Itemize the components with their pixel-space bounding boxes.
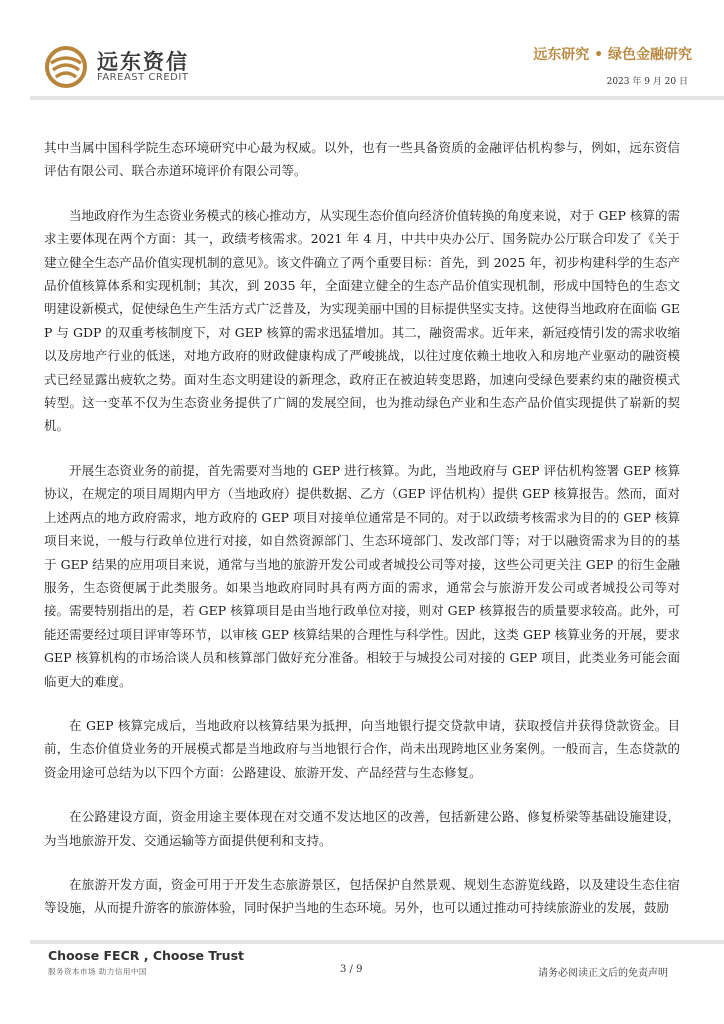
body-paragraph: 在公路建设方面，资金用途主要体现在对交通不发达地区的改善，包括新建公路、修复桥梁等基础设施建设，为当地旅游开发、交通运输等方面提供便利和支持。 [44,809,680,848]
footer-slogan-chinese: 服务资本市场 助力信用中国 [48,967,147,976]
series-title: 远东研究 • 绿色金融研究 [533,47,692,63]
company-logo [42,44,212,88]
report-date: 2023 年 9 月 20 日 [606,77,688,87]
page-number: 3 / 9 [340,964,363,975]
report-body [44,136,680,941]
body-paragraph: 当地政府作为生态资业务模式的核心推动方，从实现生态价值向经济价值转换的角度来说，对于 GEP 核算的需求主要体现在两个方面：其一，政绩考核需求。2021 年 4 月，中共中央办公厅、国务院办公厅联合印发了《关于建立健全生态产品价值实现机制的意见》。该文件确立了两个重要目标：首先，到 2025 年，初步构建科学的生态产品价值核算体系和实现机制；其次，到 2035 年，全面建立健全的生态产品价值实现机制，形成中国特色的生态文明建设新模式，促使绿色生产生活方式广泛普及，为实现美丽中国的目标提供坚实支持。这使得当地政府在面临 GEP 与 GDP 的双重考核制度下，对 GEP 核算的需求迅猛增加。其二，融资需求。近年来，新冠疫情引发的需求收缩以及房地产行业的低迷，对地方政府的财政健康构成了严峻挑战，以往过度依赖土地收入和房地产业驱动的融资模式已经显露出疲软之势。面对生态文明建设的新理念，政府正在被迫转变思路，加速向受绿色要素约束的融资模式转型。这一变革不仅为生态资业务提供了广阔的发展空间，也为推动绿色产业和生态产品价值实现提供了崭新的契机。 [44,207,680,434]
logo-chinese-name: 远东资信 [97,50,189,74]
body-paragraph: 其中当属中国科学院生态环境研究中心最为权威。以外，也有一些具备资质的金融评估机构参与，例如，远东资信评估有限公司、联合赤道环境评价有限公司等。 [44,140,680,179]
disclaimer-note: 请务必阅读正文后的免责声明 [538,968,668,979]
fecr-logo-icon [42,44,90,88]
logo-english-name: FAREAST CREDIT [97,72,189,83]
header-divider [30,96,724,100]
body-paragraph: 在 GEP 核算完成后，当地政府以核算结果为抵押，向当地银行提交贷款申请，获取授信并获得贷款资金。目前，生态价值贷业务的开展模式都是当地政府与当地银行合作，尚未出现跨地区业务案例。一般而言，生态贷款的资金用途可总结为以下四个方面：公路建设、旅游开发、产品经营与生态修复。 [44,717,680,780]
page-header [0,0,724,100]
body-paragraph: 在旅游开发方面，资金可用于开发生态旅游景区，包括保护自然景观、规划生态游览线路，以及建设生态住宿等设施，从而提升游客的旅游体验，同时保护当地的生态环境。另外，也可以通过推动可持续旅游业的发展，鼓励 [44,876,680,916]
footer-slogan-english: Choose FECR , Choose Trust [48,948,244,963]
footer-divider [30,940,724,944]
body-paragraph: 开展生态资业务的前提，首先需要对当地的 GEP 进行核算。为此，当地政府与 GEP 评估机构签署 GEP 核算协议，在规定的项目周期内甲方（当地政府）提供数据、乙方（GEP 评估机构）提供 GEP 核算报告。然而，面对上述两点的地方政府需求，地方政府的 GEP 项目对接单位通常是不同的。对于以政绩考核需求为目的的 GEP 核算项目来说，一般与行政单位进行对接，如自然资源部门、生态环境部门、发改部门等；对于以融资需求为目的的基于 GEP 结果的应用项目来说，通常与当地的旅游开发公司或者城投公司等对接，这些公司更关注 GEP 的衍生金融服务，生态资便属于此类服务。如果当地政府同时具有两方面的需求，通常会与旅游开发公司或者城投公司等对接。需要特别指出的是，若 GEP 核算项目是由当地行政单位对接，则对 GEP 核算报告的质量要求较高。此外，可能还需要经过项目评审等环节，以审核 GEP 核算结果的合理性与科学性。因此，这类 GEP 核算业务的开展，要求 GEP 核算机构的市场洽谈人员和核算部门做好充分准备。相较于与城投公司对接的 GEP 项目，此类业务可能会面临更大的难度。 [44,462,680,689]
